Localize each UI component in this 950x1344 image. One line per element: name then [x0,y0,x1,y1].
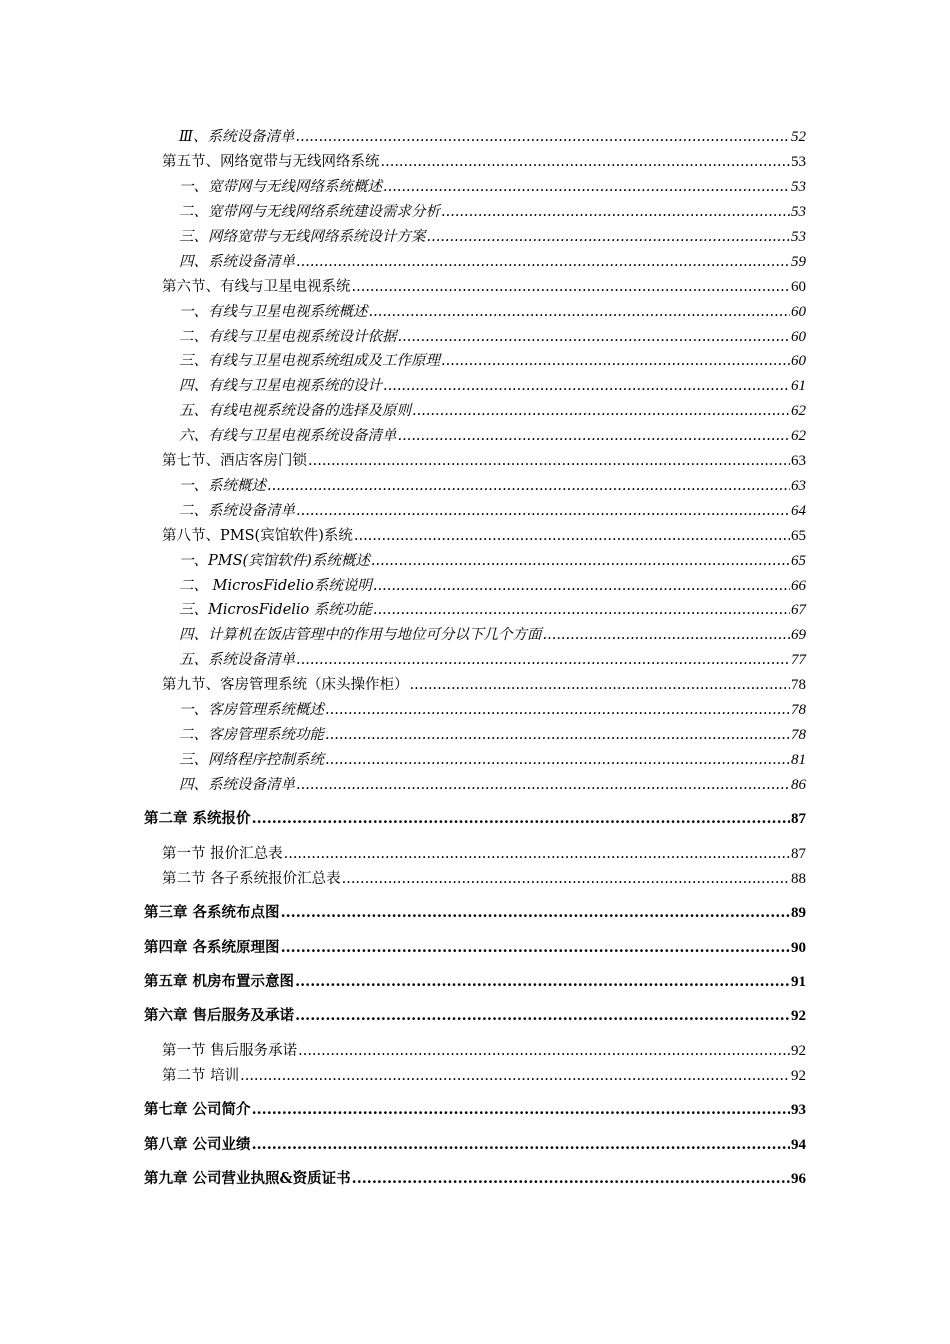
toc-entry-title: 二、客房管理系统功能 [179,727,324,743]
toc-page-number: 91 [791,974,806,990]
toc-subsection-entry[interactable] [179,700,806,720]
toc-chapter-entry[interactable] [144,972,806,992]
toc-section-entry[interactable] [162,675,806,695]
toc-chapter-entry[interactable] [144,1135,806,1155]
toc-page-number: 92 [791,1068,806,1084]
toc-entry-title: 第七章 公司简介 [144,1101,251,1118]
toc-page-number: 60 [791,304,806,320]
toc-page-number: 87 [791,846,806,862]
toc-dot-leader [295,972,790,992]
toc-dot-leader [369,302,791,322]
toc-dot-leader [296,650,790,670]
toc-dot-leader [298,1041,790,1061]
toc-page-number: 53 [791,154,806,170]
toc-entry-title: 第六章 售后服务及承诺 [144,1007,295,1024]
toc-subsection-entry[interactable] [179,501,806,521]
toc-entry-title: 三、网络宽带与无线网络系统设计方案 [179,229,426,245]
toc-page-number: 94 [791,1137,806,1153]
toc-page-number: 90 [791,940,806,956]
toc-subsection-entry[interactable] [179,650,806,670]
toc-dot-leader [427,227,791,247]
toc-subsection-entry[interactable] [179,576,806,596]
toc-entry-title: 一、系统概述 [179,478,266,494]
toc-subsection-entry[interactable] [179,625,806,645]
toc-page-number: 65 [791,528,806,544]
toc-entry-title: 四、系统设备清单 [179,777,295,793]
toc-entry-title: 三、MicrosFidelio 系统功能 [179,602,372,618]
toc-chapter-entry[interactable] [144,1169,806,1189]
toc-entry-title: 二、有线与卫星电视系统设计依据 [179,329,397,345]
toc-entry-title: 第九节、客房管理系统（床头操作柜） [162,677,409,693]
toc-entry-title: 第二节 各子系统报价汇总表 [162,871,341,887]
toc-subsection-entry[interactable] [179,725,806,745]
toc-entry-title: 五、有线电视系统设备的选择及原则 [179,403,411,419]
toc-dot-leader [373,576,790,596]
toc-dot-leader [296,775,790,795]
toc-entry-title: 第七节、酒店客房门锁 [162,453,307,469]
toc-chapter-entry[interactable] [144,938,806,958]
toc-page-number: 52 [791,129,806,145]
toc-entry-title: 六、有线与卫星电视系统设备清单 [179,428,397,444]
toc-dot-leader [441,351,790,371]
toc-dot-leader [325,700,790,720]
toc-dot-leader [281,903,790,923]
toc-page-number: 53 [791,204,806,220]
toc-page-number: 77 [791,652,806,668]
toc-page-number: 60 [791,279,806,295]
toc-dot-leader [383,376,790,396]
toc-dot-leader [267,476,790,496]
toc-dot-leader [373,600,790,620]
toc-dot-leader [295,1006,790,1026]
toc-page-number: 63 [791,478,806,494]
toc-section-entry[interactable] [162,277,806,297]
toc-page-number: 66 [791,578,806,594]
toc-chapter-entry[interactable] [144,903,806,923]
toc-entry-title: 二、宽带网与无线网络系统建设需求分析 [179,204,440,220]
toc-dot-leader [296,252,790,272]
toc-chapter-entry[interactable] [144,1100,806,1120]
toc-page-number: 62 [791,428,806,444]
toc-page-number: 86 [791,777,806,793]
toc-entry-title: Ⅲ、系统设备清单 [179,129,295,145]
toc-page-number: 81 [791,752,806,768]
toc-entry-title: 第五章 机房布置示意图 [144,973,295,990]
toc-dot-leader [412,401,790,421]
toc-section-entry[interactable] [162,526,806,546]
toc-dot-leader [295,127,790,147]
toc-page-number: 92 [791,1008,806,1024]
toc-page-number: 92 [791,1043,806,1059]
toc-entry-title: 三、网络程序控制系统 [179,752,324,768]
toc-entry-title: 第九章 公司营业执照&资质证书 [144,1170,351,1187]
toc-dot-leader [281,938,790,958]
toc-page-number: 88 [791,871,806,887]
toc-entry-title: 一、PMS(宾馆软件)系统概述 [179,553,370,569]
toc-dot-leader [342,869,790,889]
toc-subsection-entry[interactable] [179,401,806,421]
toc-page-number: 65 [791,553,806,569]
toc-dot-leader [381,152,791,172]
toc-page-number: 96 [791,1171,806,1187]
toc-dot-leader [352,1169,790,1189]
toc-entry-title: 四、有线与卫星电视系统的设计 [179,378,382,394]
toc-subsection-entry[interactable] [179,351,806,371]
toc-entry-title: 三、有线与卫星电视系统组成及工作原理 [179,353,440,369]
toc-section-entry[interactable] [162,152,806,172]
toc-entry-title: 第三章 各系统布点图 [144,904,280,921]
toc-dot-leader [252,1135,790,1155]
toc-entry-title: 四、系统设备清单 [179,254,295,270]
toc-dot-leader [410,675,791,695]
toc-page-number: 78 [791,727,806,743]
toc-subsection-entry[interactable] [179,202,806,222]
toc-entry-title: 第五节、网络宽带与无线网络系统 [162,154,380,170]
toc-dot-leader [354,526,790,546]
toc-subsection-entry[interactable] [179,476,806,496]
toc-entry-title: 五、系统设备清单 [179,652,295,668]
toc-page-number: 89 [791,905,806,921]
toc-entry-title: 四、计算机在饭店管理中的作用与地位可分以下几个方面 [179,627,542,643]
toc-subsection-entry[interactable] [179,302,806,322]
toc-dot-leader [325,725,790,745]
toc-entry-title: 第六节、有线与卫星电视系统 [162,279,351,295]
toc-dot-leader [252,1100,790,1120]
toc-section-entry[interactable] [162,451,806,471]
toc-dot-leader [398,327,791,347]
toc-page-number: 62 [791,403,806,419]
toc-subsection-entry[interactable] [179,426,806,446]
toc-section-entry[interactable] [162,869,806,889]
toc-dot-leader [398,426,791,446]
toc-page-number: 64 [791,503,806,519]
toc-subsection-entry[interactable] [179,177,806,197]
toc-entry-title: 第四章 各系统原理图 [144,939,280,956]
toc-section-entry[interactable] [162,1041,806,1061]
toc-section-entry[interactable] [162,844,806,864]
toc-dot-leader [325,750,790,770]
toc-dot-leader [240,1066,790,1086]
toc-subsection-entry[interactable] [179,127,806,147]
toc-entry-title: 一、有线与卫星电视系统概述 [179,304,368,320]
toc-subsection-entry[interactable] [179,551,806,571]
toc-page-number: 63 [791,453,806,469]
toc-subsection-entry[interactable] [179,775,806,795]
toc-entry-title: 二、系统设备清单 [179,503,295,519]
toc-subsection-entry[interactable] [179,600,806,620]
toc-page-number: 78 [791,702,806,718]
toc-page-number: 53 [791,179,806,195]
toc-entry-title: 第八章 公司业绩 [144,1136,251,1153]
toc-page-number: 60 [791,353,806,369]
toc-chapter-entry[interactable] [144,809,806,829]
toc-page-number: 59 [791,254,806,270]
toc-page-number: 87 [791,811,806,827]
toc-page-number: 93 [791,1102,806,1118]
toc-subsection-entry[interactable] [179,750,806,770]
toc-entry-title: 第二节 培训 [162,1068,240,1084]
toc-entry-title: 一、宽带网与无线网络系统概述 [179,179,382,195]
toc-section-entry[interactable] [162,1066,806,1086]
toc-dot-leader [383,177,790,197]
toc-dot-leader [296,501,790,521]
toc-subsection-entry[interactable] [179,327,806,347]
toc-subsection-entry[interactable] [179,376,806,396]
toc-dot-leader [352,277,791,297]
toc-dot-leader [252,809,790,829]
toc-dot-leader [284,844,790,864]
toc-entry-title: 第二章 系统报价 [144,810,251,827]
toc-entry-title: 第一节 报价汇总表 [162,846,283,862]
toc-entry-title: 第一节 售后服务承诺 [162,1043,298,1059]
toc-page-number: 67 [791,602,806,618]
toc-page-number: 53 [791,229,806,245]
toc-chapter-entry[interactable] [144,1006,806,1026]
toc-dot-leader [543,625,791,645]
toc-page-number: 61 [791,378,806,394]
toc-page-number: 78 [791,677,806,693]
toc-dot-leader [308,451,790,471]
toc-subsection-entry[interactable] [179,252,806,272]
toc-subsection-entry[interactable] [179,227,806,247]
toc-dot-leader [371,551,790,571]
toc-page-number: 69 [791,627,806,643]
toc-entry-title: 第八节、PMS(宾馆软件)系统 [162,528,353,544]
toc-page-number: 60 [791,329,806,345]
toc-entry-title: 二、 MicrosFidelio系统说明 [179,578,372,594]
toc-dot-leader [441,202,790,222]
toc-entry-title: 一、客房管理系统概述 [179,702,324,718]
